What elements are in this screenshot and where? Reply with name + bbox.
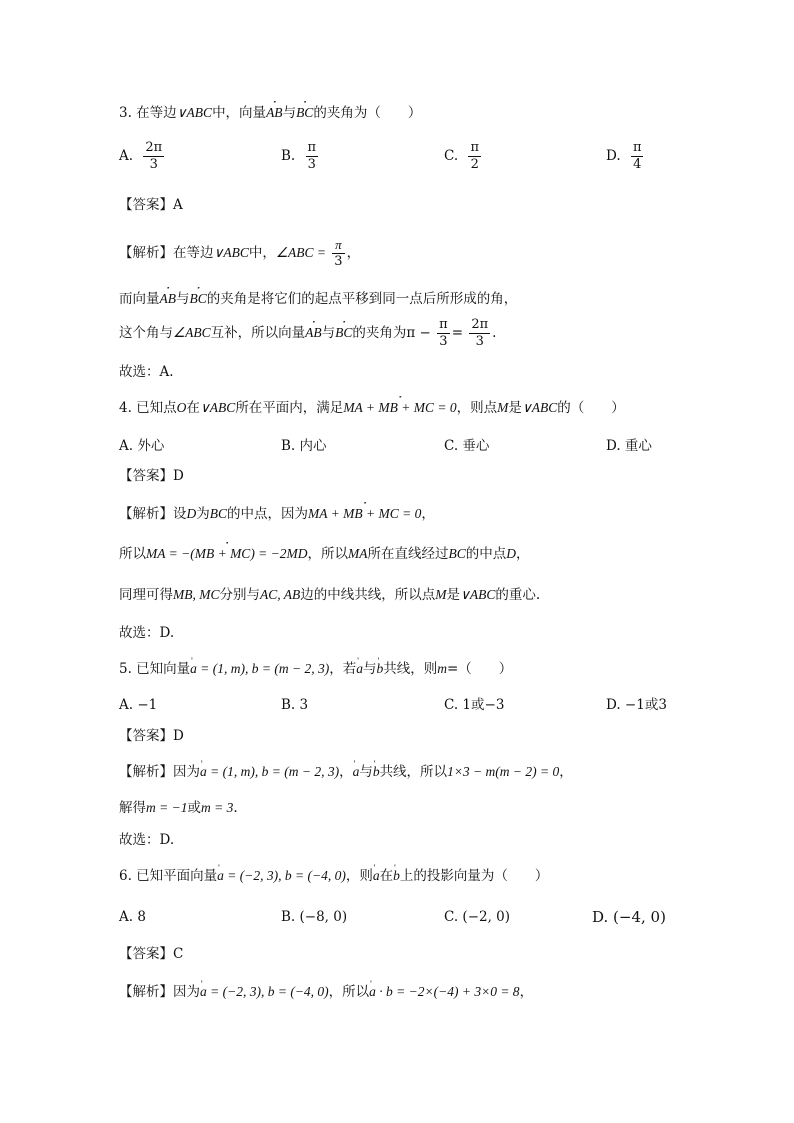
q3-explanation-2 bbox=[119, 289, 517, 309]
exp-text: 中， bbox=[248, 245, 276, 261]
q6-vector-a: ' a bbox=[373, 866, 380, 886]
q5-option-c: C. 1或−3 bbox=[444, 697, 505, 713]
exp-text: . bbox=[492, 325, 497, 341]
exp-point-d: D bbox=[506, 546, 517, 561]
q4-option-b: B. 内心 bbox=[281, 438, 327, 454]
exp-segment: MA bbox=[348, 546, 368, 561]
option-label: D. bbox=[606, 148, 621, 164]
exp-text: 的夹角是将它们的起点平移到同一点后所形成的角， bbox=[206, 291, 518, 307]
q4-option-a: A. 外心 bbox=[119, 438, 165, 454]
q5-stem-text: =（ ） bbox=[446, 661, 513, 677]
q3-stem-text: 与 bbox=[282, 105, 297, 121]
q5-stem-text: 与 bbox=[362, 661, 377, 677]
exp-vector-expr: ' a = (−2, 3), b = (−4, 0) bbox=[200, 982, 329, 1002]
exp-vector-expr: ′′′ MA = −(MB + MC) = −2MD bbox=[146, 544, 308, 564]
q3-stem bbox=[119, 103, 421, 123]
exp-text: ， bbox=[339, 764, 353, 780]
exp-text: 同理可得 bbox=[119, 587, 173, 603]
exp-text: 与 bbox=[321, 325, 336, 341]
option-fraction bbox=[468, 140, 481, 173]
exp-text: 设 bbox=[173, 506, 187, 522]
q5-explanation-2 bbox=[119, 798, 238, 818]
exp-math: = bbox=[451, 325, 464, 341]
exp-text: 的中点 bbox=[465, 546, 507, 562]
exp-text: ， bbox=[519, 984, 534, 1000]
option-fraction bbox=[631, 140, 644, 173]
explanation-tag: 【解析】 bbox=[119, 245, 173, 261]
exp-equation: m = −1 bbox=[146, 800, 188, 815]
option-label: A. bbox=[119, 148, 134, 164]
q6-stem-text: 在 bbox=[379, 868, 394, 884]
q3-vector-ab: ′′′ AB bbox=[266, 103, 283, 123]
q5-choose: 故选：D. bbox=[119, 832, 175, 848]
q5-variable-m: m bbox=[437, 661, 447, 676]
numerator: π bbox=[470, 140, 479, 155]
q3-option-d bbox=[606, 140, 645, 173]
q5-stem-text: ，若 bbox=[329, 661, 357, 677]
numerator: π bbox=[332, 237, 344, 254]
q6-option-c: C. (−2, 0) bbox=[444, 909, 511, 925]
explanation-tag: 【解析】 bbox=[119, 984, 173, 1000]
q6-option-a: A. 8 bbox=[119, 909, 146, 925]
q6-option-b: B. (−8, 0) bbox=[281, 909, 348, 925]
exp-text: 与 bbox=[176, 291, 190, 307]
q5-option-a: A. −1 bbox=[119, 697, 158, 713]
q3-choose: 故选：A. bbox=[119, 364, 174, 380]
exp-text: 而向量 bbox=[119, 291, 160, 307]
q6-vector-expr: ' a = (−2, 3), b = (−4, 0) bbox=[217, 866, 346, 886]
q4-explanation-3 bbox=[119, 585, 540, 605]
exp-text: 这个角与 bbox=[119, 325, 173, 341]
exp-text: 与 bbox=[359, 764, 373, 780]
q5-stem-text: 5. 已知向量 bbox=[119, 661, 191, 677]
exp-text: 解得 bbox=[119, 800, 146, 816]
exp-text: 互补，所以向量 bbox=[210, 325, 306, 341]
exp-segment: MB, MC bbox=[173, 587, 220, 602]
exp-text: 分别与 bbox=[219, 587, 260, 603]
q3-stem-text: 中，向量 bbox=[212, 105, 267, 121]
q3-answer: 【答案】A bbox=[119, 197, 183, 213]
exp-text: ，所以 bbox=[307, 546, 349, 562]
q3-option-a bbox=[119, 140, 166, 173]
denominator: 3 bbox=[149, 157, 158, 172]
exp-vector-bc: ′′′ BC bbox=[335, 323, 352, 343]
denominator: 3 bbox=[439, 334, 448, 349]
q4-stem-text: 4. 已知点 bbox=[119, 400, 177, 416]
q5-stem-text: 共线，则 bbox=[383, 661, 438, 677]
exp-text: 因为 bbox=[173, 764, 200, 780]
exp-point-m: M bbox=[435, 587, 447, 602]
q6-explanation-1 bbox=[119, 982, 533, 1002]
q5-vector-b: ' b bbox=[376, 659, 383, 679]
exp-text: . bbox=[233, 800, 238, 816]
exp-equation: 1×3 − m(m − 2) = 0 bbox=[447, 764, 560, 779]
q3-triangle: ∨ABC bbox=[176, 105, 213, 120]
explanation-tag: 【解析】 bbox=[119, 764, 173, 780]
exp-angle: ∠ABC bbox=[173, 325, 211, 340]
q4-stem-text: 所在平面内，满足 bbox=[235, 400, 344, 416]
q3-vector-bc: ′′′ BC bbox=[296, 103, 313, 123]
q4-stem bbox=[119, 398, 625, 418]
q4-stem-text: 的（ ） bbox=[557, 400, 625, 416]
exp-text: 所在直线经过 bbox=[367, 546, 449, 562]
exp-text: ， bbox=[421, 506, 435, 522]
exp-text: 所以 bbox=[119, 546, 146, 562]
q4-point-m: M bbox=[497, 400, 509, 415]
q4-vector-expr: ′′′ MA + MB + MC = 0 bbox=[343, 398, 456, 418]
numerator: π bbox=[439, 317, 448, 332]
exp-text: 的夹角为 bbox=[352, 325, 407, 341]
q5-explanation-1 bbox=[119, 762, 573, 782]
q6-stem-text: 6. 已知平面向量 bbox=[119, 868, 218, 884]
q3-option-b bbox=[281, 140, 320, 173]
option-label: B. bbox=[281, 148, 296, 164]
exp-segment: AC, AB bbox=[260, 587, 301, 602]
q4-explanation-1 bbox=[119, 504, 435, 524]
q4-point-o: O bbox=[176, 400, 187, 415]
exp-triangle: ∨ABC bbox=[213, 245, 249, 260]
exp-fraction bbox=[437, 317, 450, 350]
exp-angle: ∠ABC = bbox=[275, 245, 326, 260]
q5-option-b: B. 3 bbox=[281, 697, 309, 713]
exp-fraction bbox=[469, 317, 490, 350]
q6-stem-text: ，则 bbox=[345, 868, 373, 884]
q6-stem bbox=[119, 866, 548, 886]
q3-option-c bbox=[444, 140, 483, 173]
exp-dot-product: ' a · b = −2×(−4) + 3×0 = 8 bbox=[369, 982, 519, 1002]
numerator: π bbox=[632, 140, 642, 155]
exp-text: 是 bbox=[446, 587, 460, 603]
q6-option-d: D. (−4, 0) bbox=[592, 908, 666, 926]
q3-explanation-3 bbox=[119, 317, 496, 350]
exp-text: 因为 bbox=[173, 984, 200, 1000]
q6-vector-b: ' b bbox=[393, 866, 400, 886]
q4-stem-text: 是 bbox=[508, 400, 522, 416]
exp-math: π − bbox=[406, 325, 431, 341]
exp-vector-ab: ′′′ AB bbox=[305, 323, 322, 343]
exp-vector-expr: ' a = (1, m), b = (m − 2, 3) bbox=[200, 762, 339, 782]
q3-stem-text: 3. 在等边 bbox=[119, 105, 177, 121]
q4-option-c: C. 垂心 bbox=[444, 438, 490, 454]
denominator: 2 bbox=[470, 157, 479, 172]
denominator: 4 bbox=[633, 157, 642, 172]
exp-text: 边的中线共线，所以点 bbox=[300, 587, 436, 603]
q5-option-d: D. −1或3 bbox=[606, 697, 667, 713]
exp-text: ， bbox=[516, 546, 530, 562]
denominator: 3 bbox=[334, 254, 343, 269]
option-label: C. bbox=[444, 148, 459, 164]
exp-text: 或 bbox=[187, 800, 201, 816]
q3-explanation-1 bbox=[119, 237, 360, 270]
q5-answer: 【答案】D bbox=[119, 728, 184, 744]
q5-vector-a: ' a bbox=[356, 659, 363, 679]
q4-explanation-2 bbox=[119, 544, 530, 564]
exp-text: 的中点，因为 bbox=[227, 506, 309, 522]
exp-text: ，所以 bbox=[328, 984, 370, 1000]
denominator: 3 bbox=[475, 334, 484, 349]
q4-answer: 【答案】D bbox=[119, 468, 184, 484]
q4-stem-text: 在 bbox=[186, 400, 200, 416]
exp-text: 的重心. bbox=[495, 587, 541, 603]
q3-stem-text: 的夹角为（ ） bbox=[313, 105, 422, 121]
q4-option-d: D. 重心 bbox=[606, 438, 652, 454]
q6-answer: 【答案】C bbox=[119, 946, 184, 962]
exp-fraction bbox=[332, 237, 344, 270]
q5-vector-expr: ' a = (1, m), b = (m − 2, 3) bbox=[190, 659, 329, 679]
q5-stem bbox=[119, 659, 512, 679]
exp-text: 为 bbox=[196, 506, 210, 522]
option-fraction bbox=[306, 140, 319, 173]
explanation-tag: 【解析】 bbox=[119, 506, 173, 522]
q4-triangle: ∨ABC bbox=[199, 400, 236, 415]
q6-stem-text: 上的投影向量为（ ） bbox=[399, 868, 549, 884]
option-fraction bbox=[143, 140, 164, 173]
exp-text: 在等边 bbox=[173, 245, 214, 261]
exp-text: ， bbox=[559, 764, 573, 780]
exp-text: 共线，所以 bbox=[379, 764, 448, 780]
q4-stem-text: ，则点 bbox=[456, 400, 498, 416]
denominator: 3 bbox=[307, 157, 316, 172]
exp-triangle: ∨ABC bbox=[460, 587, 496, 602]
exp-vector-a: ' a bbox=[353, 762, 360, 782]
numerator: π bbox=[307, 140, 317, 155]
exp-equation: m = 3 bbox=[200, 800, 234, 815]
numerator: 2π bbox=[471, 317, 489, 332]
exp-vector-b: ' b bbox=[373, 762, 380, 782]
exp-segment: BC bbox=[448, 546, 466, 561]
exp-vector-ab: ′′′ AB bbox=[160, 289, 177, 309]
exp-text: ， bbox=[346, 245, 361, 261]
numerator: 2π bbox=[145, 140, 163, 155]
exp-vector-expr: ′′′ MA + MB + MC = 0 bbox=[308, 504, 421, 524]
exp-point-d: D bbox=[186, 506, 197, 521]
q4-choose: 故选：D. bbox=[119, 625, 175, 641]
q4-triangle: ∨ABC bbox=[521, 400, 558, 415]
exp-segment: BC bbox=[209, 506, 228, 521]
exp-vector-bc: ′′′ BC bbox=[190, 289, 207, 309]
